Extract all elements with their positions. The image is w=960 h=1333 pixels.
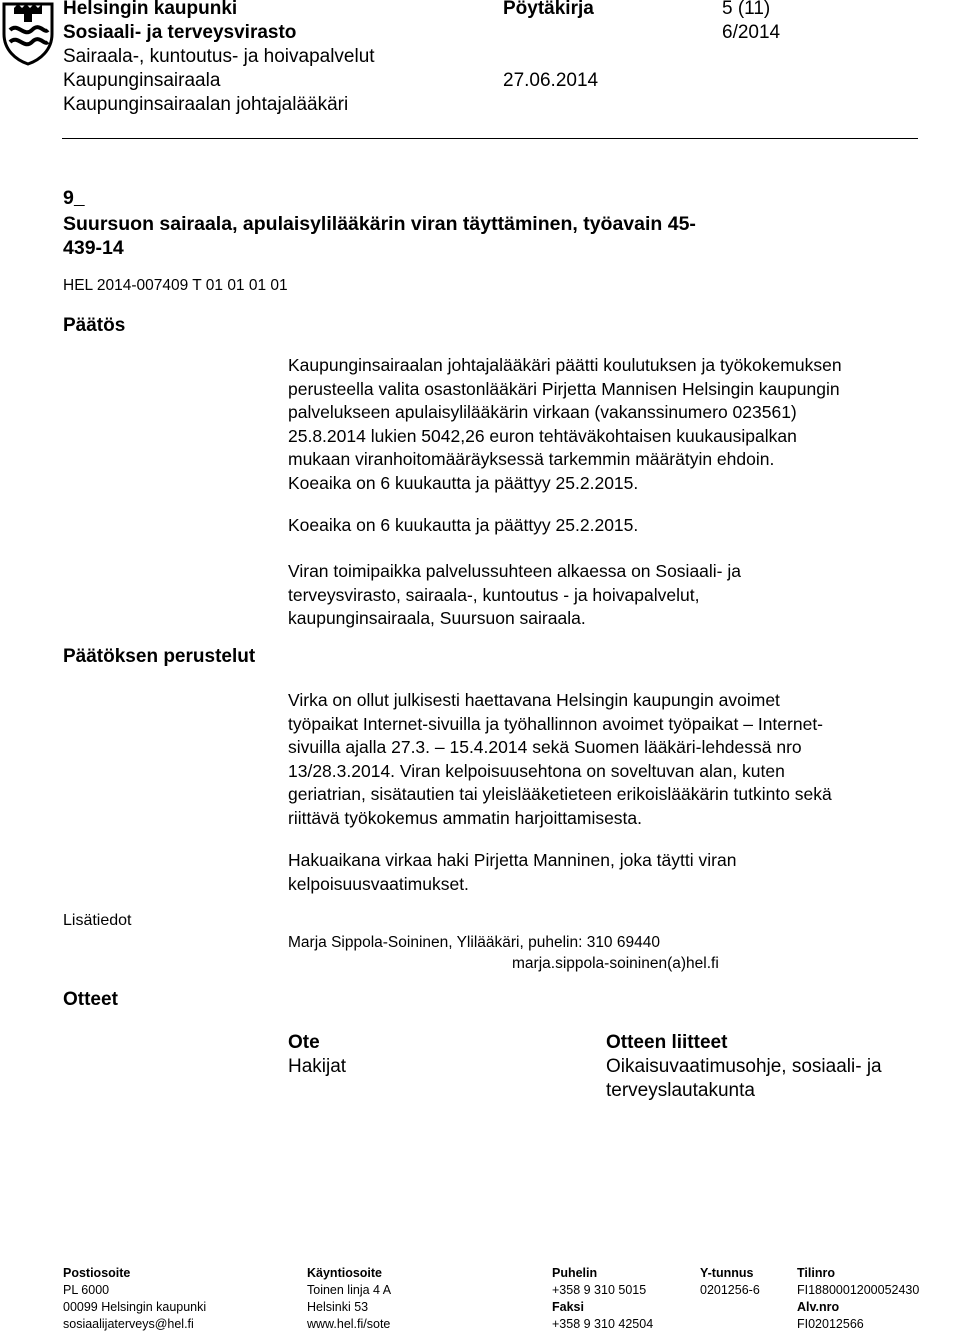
item-title-line-1: Suursuon sairaala, apulaisylilääkärin viran täyttäminen, työavain 45- [63,213,696,235]
decision-paragraph: Kaupunginsairaalan johtajalääkäri päätti koulutuksen ja työkokemuksen perusteella valita osastonlääkäri Pirjetta Mannisen Helsingin kaupungin palvelukseen apulaisylilääkärin virkaan (vakanssinumero 023561) 25.8.2014 lukien 5042,26 euron tehtäväkohtaisen kuukausipalkan mukaan viranhoitomääräyksessä tarkemmin määrätyin ehdoin. Koeaika on 6 kuukautta ja päättyy 25.2.2015. [288,355,842,493]
unit-name: Sairaala-, kuntoutus- ja hoivapalvelut [63,46,375,67]
contact-person: Marja Sippola-Soininen, Ylilääkäri, puhelin: 310 69440 [288,934,660,951]
page-number: 5 (11) [722,0,771,19]
header-divider [62,138,918,139]
decision-heading: Päätös [63,315,126,336]
contact-email: marja.sippola-soininen(a)hel.fi [512,955,719,972]
document-type: Pöytäkirja [503,0,594,19]
info-heading: Lisätiedot [63,912,132,929]
grounds-heading: Päätöksen perustelut [63,646,256,667]
probation-paragraph: Koeaika on 6 kuukautta ja päättyy 25.2.2015. [288,515,639,535]
footer-account: Tilinro FI1880001200052430 Alv.nro FI02012566 [797,1266,920,1331]
footer-phone: Puhelin +358 9 310 5015 Faksi +358 9 310 42504 [552,1266,654,1331]
item-title-line-2: 439-14 [63,237,124,259]
org-name: Helsingin kaupunki [63,0,238,19]
department-name: Sosiaali- ja terveysvirasto [63,22,297,43]
footer-postal: Postiosoite PL 6000 00099 Helsingin kaupunki sosiaalijaterveys@hel.fi [63,1266,207,1331]
helsinki-crest-logo [0,0,56,66]
applicants-paragraph: Hakuaikana virkaa haki Pirjetta Manninen, joka täytti viran kelpoisuusvaatimukset. [288,850,737,894]
case-reference: HEL 2014-007409 T 01 01 01 01 [63,277,288,294]
footer-visit: Käyntiosoite Toinen linja 4 A Helsinki 53 www.hel.fi/sote [307,1266,392,1331]
extract-heading: Ote [288,1032,320,1053]
extract-recipient: Hakijat [288,1056,347,1077]
attachments-line-2: terveyslautakunta [606,1080,755,1101]
document-date: 27.06.2014 [503,70,599,91]
workplace-paragraph: Viran toimipaikka palvelussuhteen alkaessa on Sosiaali- ja terveysvirasto, sairaala-, kuntoutus - ja hoivapalvelut, kaupunginsairaala, Suursuon sairaala. [288,561,741,628]
item-number: 9 [63,187,74,209]
grounds-paragraph: Virka on ollut julkisesti haettavana Helsingin kaupungin avoimet työpaikat Internet-sivuilla ja työhallinnon avoimet työpaikat – Internet- sivuilla ajalla 27.3. – 15.4.2014 sekä Suomen lääkäri-lehdessä nro 13/28.3.2014. Viran kelpoisuusehtona on soveltuvan alan, kuten geriatrian, sisätautien tai yleislääketieteen erikoislääkärin tutkinto sekä riittävä työkokemus ammatin harjoittamisesta. [288,690,832,828]
subunit-name: Kaupunginsairaala [63,70,221,91]
attachments-line-1: Oikaisuvaatimusohje, sosiaali- ja [606,1056,882,1077]
extracts-heading: Otteet [63,989,118,1010]
officer-name: Kaupunginsairaalan johtajalääkäri [63,94,349,115]
document-number: 6/2014 [722,22,781,43]
attachments-heading: Otteen liitteet [606,1032,728,1053]
footer-business-id: Y-tunnus 0201256-6 [700,1266,760,1297]
